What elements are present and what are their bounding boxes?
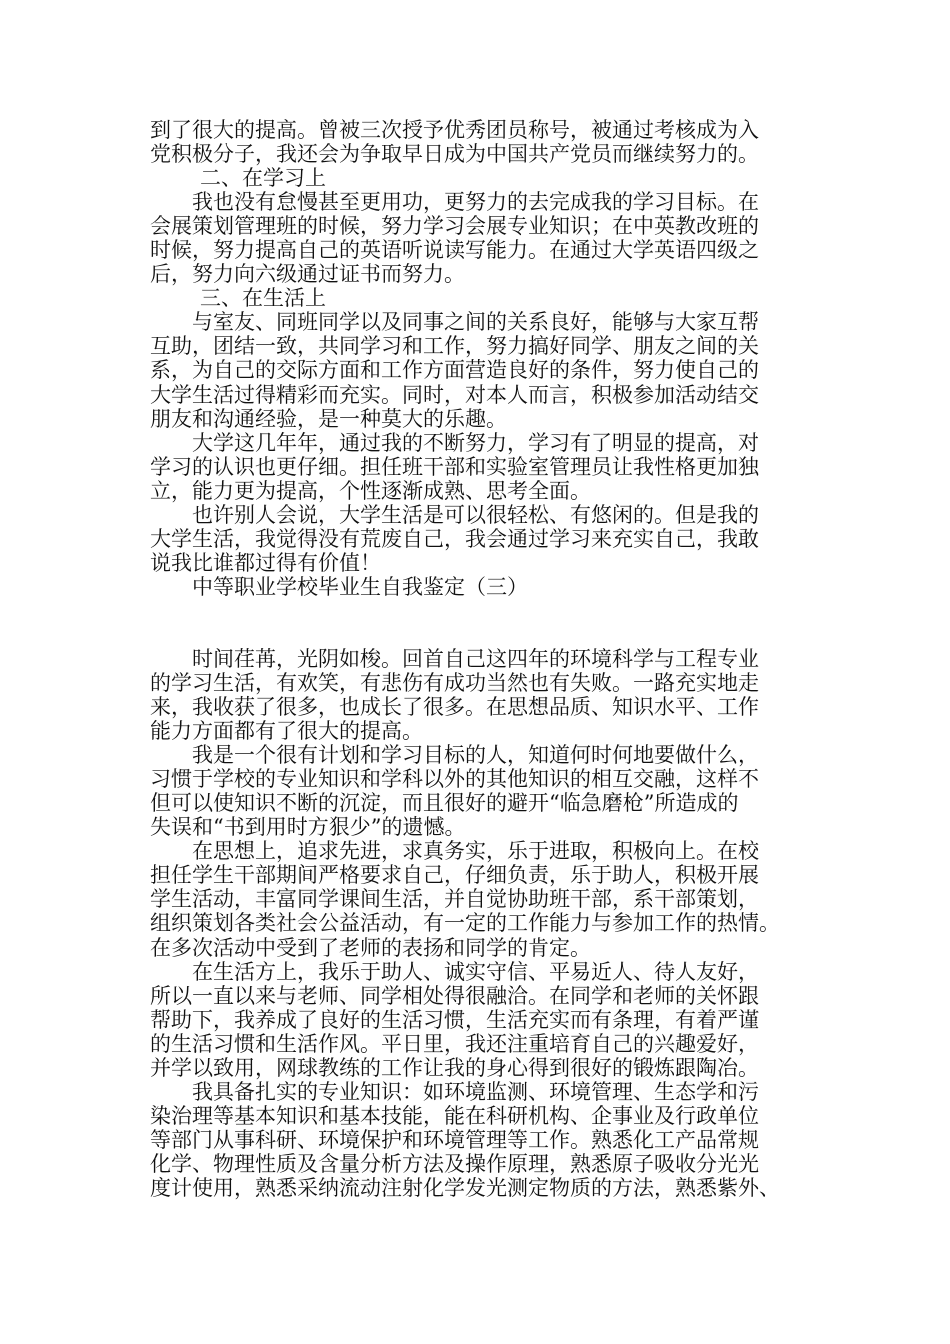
- text-line: 的学习生活，有欢笑，有悲伤有成功当然也有失败。一路充实地走: [150, 670, 759, 695]
- text-line: 我是一个很有计划和学习目标的人，知道何时何地要做什么，: [192, 743, 759, 768]
- text-line: 来，我收获了很多，也成长了很多。在思想品质、知识水平、工作: [150, 695, 759, 720]
- text-line: 并学以致用，网球教练的工作让我的身心得到很好的锻炼跟陶冶。: [150, 1055, 759, 1080]
- text-line: 朋友和沟通经验，是一种莫大的乐趣。: [150, 406, 507, 431]
- text-line: 等部门从事科研、环境保护和环境管理等工作。熟悉化工产品常规: [150, 1127, 759, 1152]
- text-line: 的生活习惯和生活作风。平日里，我还注重培育自己的兴趣爱好，: [150, 1031, 759, 1056]
- section-heading: 三、在生活上: [200, 286, 326, 311]
- text-line: 与室友、同班同学以及同事之间的关系良好，能够与大家互帮: [192, 310, 759, 335]
- text-line: 我具备扎实的专业知识：如环境监测、环境管理、生态学和污: [192, 1079, 759, 1104]
- text-line: 大学这几年年，通过我的不断努力，学习有了明显的提高，对: [192, 430, 759, 455]
- text-line: 担任学生干部期间严格要求自己，仔细负责，乐于助人，积极开展: [150, 863, 759, 888]
- text-line: 所以一直以来与老师、同学相处得很融洽。在同学和老师的关怀跟: [150, 983, 759, 1008]
- text-line: 后，努力向六级通过证书而努力。: [150, 262, 465, 287]
- text-line: 我也没有怠慢甚至更用功，更努力的去完成我的学习目标。在: [192, 190, 759, 215]
- text-line: 学习的认识也更仔细。担任班干部和实验室管理员让我性格更加独: [150, 454, 759, 479]
- document-page: [150, 118, 825, 1200]
- text-line: 能力方面都有了很大的提高。: [150, 719, 423, 744]
- blank-gap: [150, 599, 825, 647]
- text-line: 组织策划各类社会公益活动，有一定的工作能力与参加工作的热情。: [150, 911, 780, 936]
- section-heading: 二、在学习上: [200, 166, 326, 191]
- text-line: 系，为自己的交际方面和工作方面营造良好的条件，努力使自己的: [150, 358, 759, 383]
- text-line: 度计使用，熟悉采纳流动注射化学发光测定物质的方法，熟悉紫外、: [150, 1175, 780, 1200]
- text-line: 在多次活动中受到了老师的表扬和同学的肯定。: [150, 935, 591, 960]
- text-line: 帮助下，我养成了良好的生活习惯，生活充实而有条理，有着严谨: [150, 1007, 759, 1032]
- text-line: 大学生活过得精彩而充实。同时，对本人而言，积极参加活动结交: [150, 382, 759, 407]
- text-line: 时间荏苒，光阴如梭。回首自己这四年的环境科学与工程专业: [192, 646, 759, 671]
- text-line: 在生活方上，我乐于助人、诚实守信、平易近人、待人友好，: [192, 959, 759, 984]
- text-line: 说我比谁都过得有价值！: [150, 550, 381, 575]
- text-line: 化学、物理性质及含量分析方法及操作原理，熟悉原子吸收分光光: [150, 1151, 759, 1176]
- text-line: 到了很大的提高。曾被三次授予优秀团员称号，被通过考核成为入: [150, 118, 759, 142]
- text-line: 但可以使知识不断的沉淀，而且很好的避开“临急磨枪”所造成的: [150, 791, 739, 816]
- text-line: 学生活动，丰富同学课间生活，并自觉协助班干部，系干部策划，: [150, 887, 759, 912]
- text-line: 在思想上，追求先进，求真务实，乐于进取，积极向上。在校: [192, 839, 759, 864]
- text-line: 互助，团结一致，共同学习和工作，努力搞好同学、朋友之间的关: [150, 334, 759, 359]
- text-line: 党积极分子，我还会为争取早日成为中国共产党员而继续努力的。: [150, 142, 759, 167]
- text-line: 习惯于学校的专业知识和学科以外的其他知识的相互交融，这样不: [150, 767, 759, 792]
- text-line: 失误和“书到用时方狠少”的遗憾。: [150, 815, 466, 840]
- text-line: 会展策划管理班的时候，努力学习会展专业知识；在中英教改班的: [150, 214, 759, 239]
- text-line: 也许别人会说，大学生活是可以很轻松、有悠闲的。但是我的: [192, 502, 759, 527]
- text-line: 立，能力更为提高，个性逐渐成熟、思考全面。: [150, 478, 591, 503]
- text-line: 大学生活，我觉得没有荒废自己，我会通过学习来充实自己，我敢: [150, 526, 759, 551]
- document-title: 中等职业学校毕业生自我鉴定（三）: [192, 574, 528, 599]
- text-line: 染治理等基本知识和基本技能，能在科研机构、企事业及行政单位: [150, 1103, 759, 1128]
- text-line: 时候，努力提高自己的英语听说读写能力。在通过大学英语四级之: [150, 238, 759, 263]
